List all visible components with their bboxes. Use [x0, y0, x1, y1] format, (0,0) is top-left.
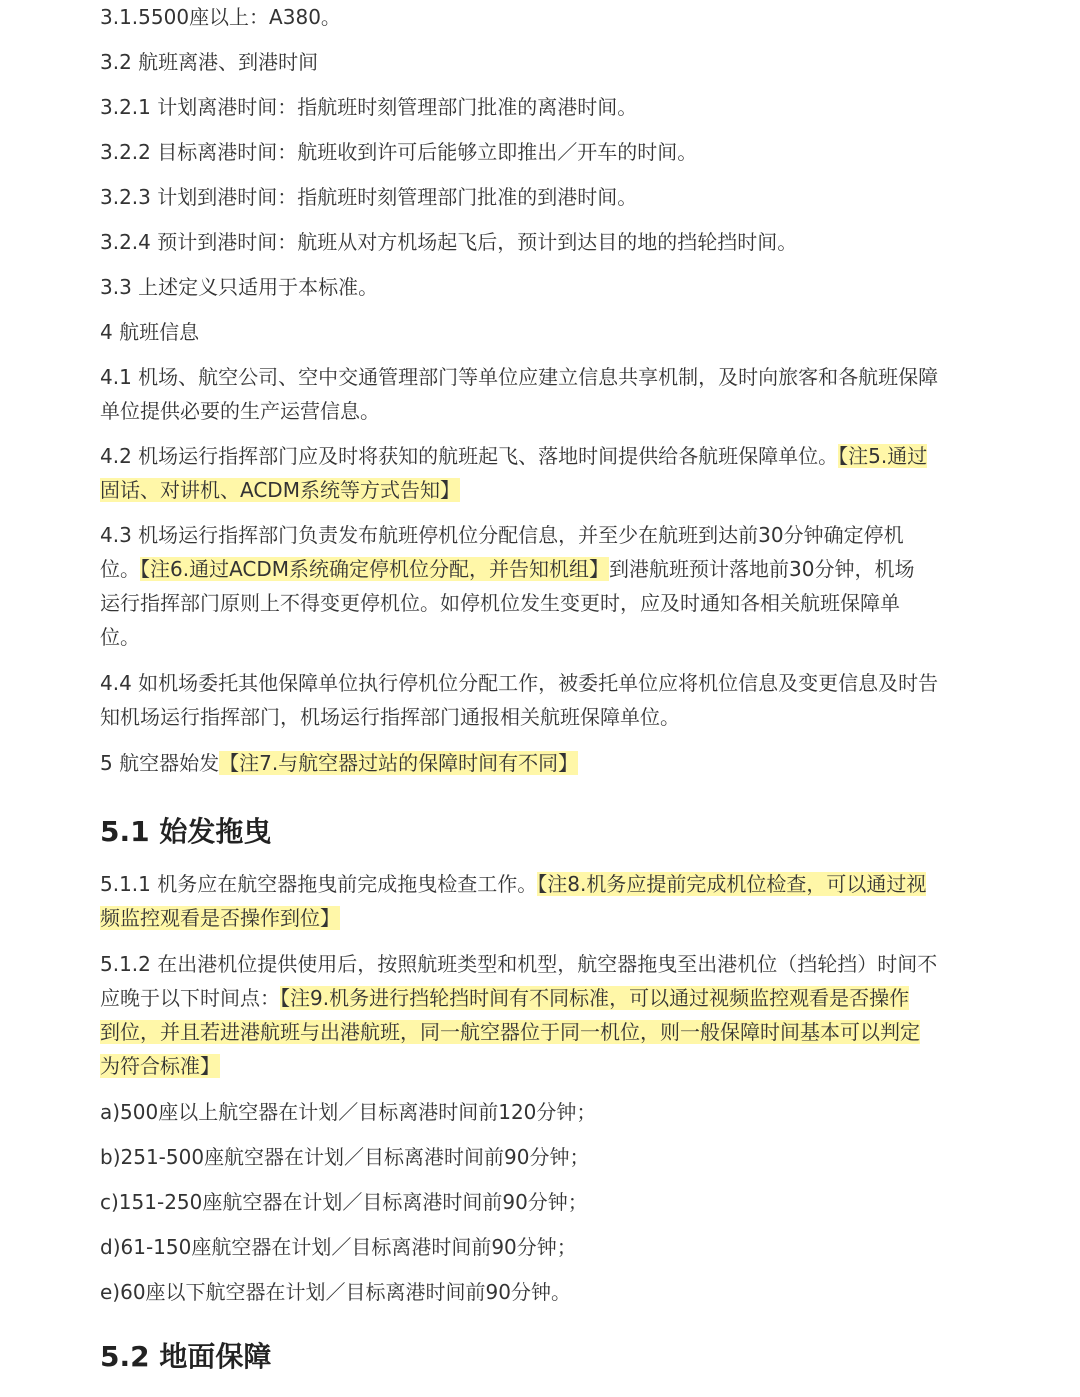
paragraph-3-2 [100, 45, 984, 79]
paragraph-text: 位。 [100, 557, 140, 581]
paragraph-4-1-line-2 [100, 394, 984, 428]
list-item-text: b)251-500座航空器在计划／目标离港时间前90分钟； [100, 1145, 590, 1169]
paragraph-4-3-line-1 [100, 518, 984, 552]
paragraph-text: 5.1.2 在出港机位提供使用后，按照航班类型和机型，航空器拖曳至出港机位（挡轮挡）时间不 [100, 952, 938, 976]
paragraph-text: 单位提供必要的生产运营信息。 [100, 399, 380, 423]
paragraph-4-3-line-2 [100, 552, 984, 586]
paragraph-text: 4.3 机场运行指挥部门负责发布航班停机位分配信息，并至少在航班到达前30分钟确定停机 [100, 523, 904, 547]
annotation-note-9: 【注9.机务进行挡轮挡时间有不同标准，可以通过视频监控观看是否操作 [280, 986, 910, 1010]
paragraph-4-3-line-3 [100, 586, 984, 620]
paragraph-5-1-2-line-3 [100, 1015, 984, 1049]
paragraph-text: 到港航班预计落地前30分钟，机场 [609, 557, 915, 581]
annotation-note-9-end: 为符合标准】 [100, 1054, 220, 1078]
paragraph-5-1-1-line-1 [100, 867, 984, 901]
annotation-note-7: 【注7.与航空器过站的保障时间有不同】 [219, 751, 579, 775]
paragraph-4-2-line-1 [100, 439, 984, 473]
paragraph-text: 4.1 机场、航空公司、空中交通管理部门等单位应建立信息共享机制，及时向旅客和各航班保障 [100, 365, 939, 389]
paragraph-3-2-1 [100, 90, 984, 124]
paragraph-text: 运行指挥部门原则上不得变更停机位。如停机位发生变更时，应及时通知各相关航班保障单 [100, 591, 900, 615]
list-item-e [100, 1275, 984, 1309]
paragraph-4-3-line-4 [100, 620, 984, 654]
annotation-note-8-cont: 频监控观看是否操作到位】 [100, 906, 340, 930]
paragraph-text: 3.1.5500座以上：A380。 [100, 5, 341, 29]
paragraph-5-1-2-line-2 [100, 981, 984, 1015]
paragraph-4-4-line-2 [100, 700, 984, 734]
paragraph-3-2-4 [100, 225, 984, 259]
paragraph-5-1-1-line-2 [100, 901, 984, 935]
paragraph-5-1-2-line-1 [100, 947, 984, 981]
list-item-text: e)60座以下航空器在计划／目标离港时间前90分钟。 [100, 1280, 572, 1304]
paragraph-text: 3.2 航班离港、到港时间 [100, 50, 319, 74]
list-item-d [100, 1230, 984, 1264]
paragraph-text: 3.2.1 计划离港时间：指航班时刻管理部门批准的离港时间。 [100, 95, 638, 119]
paragraph-text: 3.2.2 目标离港时间：航班收到许可后能够立即推出／开车的时间。 [100, 140, 698, 164]
paragraph-text: 4 航班信息 [100, 320, 200, 344]
section-heading-5-2: 5.2 地面保障 [100, 1340, 272, 1373]
paragraph-text: 5 航空器始发 [100, 751, 220, 775]
section-heading-5-1: 5.1 始发拖曳 [100, 815, 272, 848]
paragraph-4-2-line-2 [100, 473, 984, 507]
list-item-a [100, 1095, 984, 1129]
paragraph-4-1-line-1 [100, 360, 984, 394]
paragraph-3-3 [100, 270, 984, 304]
paragraph-3-1-5 [100, 0, 984, 34]
list-item-text: a)500座以上航空器在计划／目标离港时间前120分钟； [100, 1100, 597, 1124]
annotation-note-5-cont: 固话、对讲机、ACDM系统等方式告知】 [100, 478, 460, 502]
paragraph-text: 4.4 如机场委托其他保障单位执行停机位分配工作，被委托单位应将机位信息及变更信息及时告 [100, 671, 939, 695]
paragraph-4-4-line-1 [100, 666, 984, 700]
paragraph-text: 5.1.1 机务应在航空器拖曳前完成拖曳检查工作。 [100, 872, 538, 896]
paragraph-3-2-2 [100, 135, 984, 169]
paragraph-3-2-3 [100, 180, 984, 214]
paragraph-5-1-2-line-4 [100, 1049, 984, 1083]
list-item-b [100, 1140, 984, 1174]
paragraph-text: 3.2.4 预计到港时间：航班从对方机场起飞后，预计到达目的地的挡轮挡时间。 [100, 230, 798, 254]
paragraph-text: 位。 [100, 625, 140, 649]
paragraph-text: 知机场运行指挥部门，机场运行指挥部门通报相关航班保障单位。 [100, 705, 680, 729]
annotation-note-8: 【注8.机务应提前完成机位检查，可以通过视 [537, 872, 927, 896]
list-item-c [100, 1185, 984, 1219]
paragraph-text: 应晚于以下时间点： [100, 986, 280, 1010]
paragraph-5 [100, 746, 984, 780]
annotation-note-5: 【注5.通过 [838, 444, 928, 468]
paragraph-4 [100, 315, 984, 349]
paragraph-text: 4.2 机场运行指挥部门应及时将获知的航班起飞、落地时间提供给各航班保障单位。 [100, 444, 839, 468]
list-item-text: c)151-250座航空器在计划／目标离港时间前90分钟； [100, 1190, 588, 1214]
list-item-text: d)61-150座航空器在计划／目标离港时间前90分钟； [100, 1235, 577, 1259]
paragraph-text: 3.3 上述定义只适用于本标准。 [100, 275, 379, 299]
annotation-note-9-cont: 到位，并且若进港航班与出港航班，同一航空器位于同一机位，则一般保障时间基本可以判定 [100, 1020, 920, 1044]
annotation-note-6: 【注6.通过ACDM系统确定停机位分配，并告知机组】 [140, 557, 610, 581]
paragraph-text: 3.2.3 计划到港时间：指航班时刻管理部门批准的到港时间。 [100, 185, 638, 209]
